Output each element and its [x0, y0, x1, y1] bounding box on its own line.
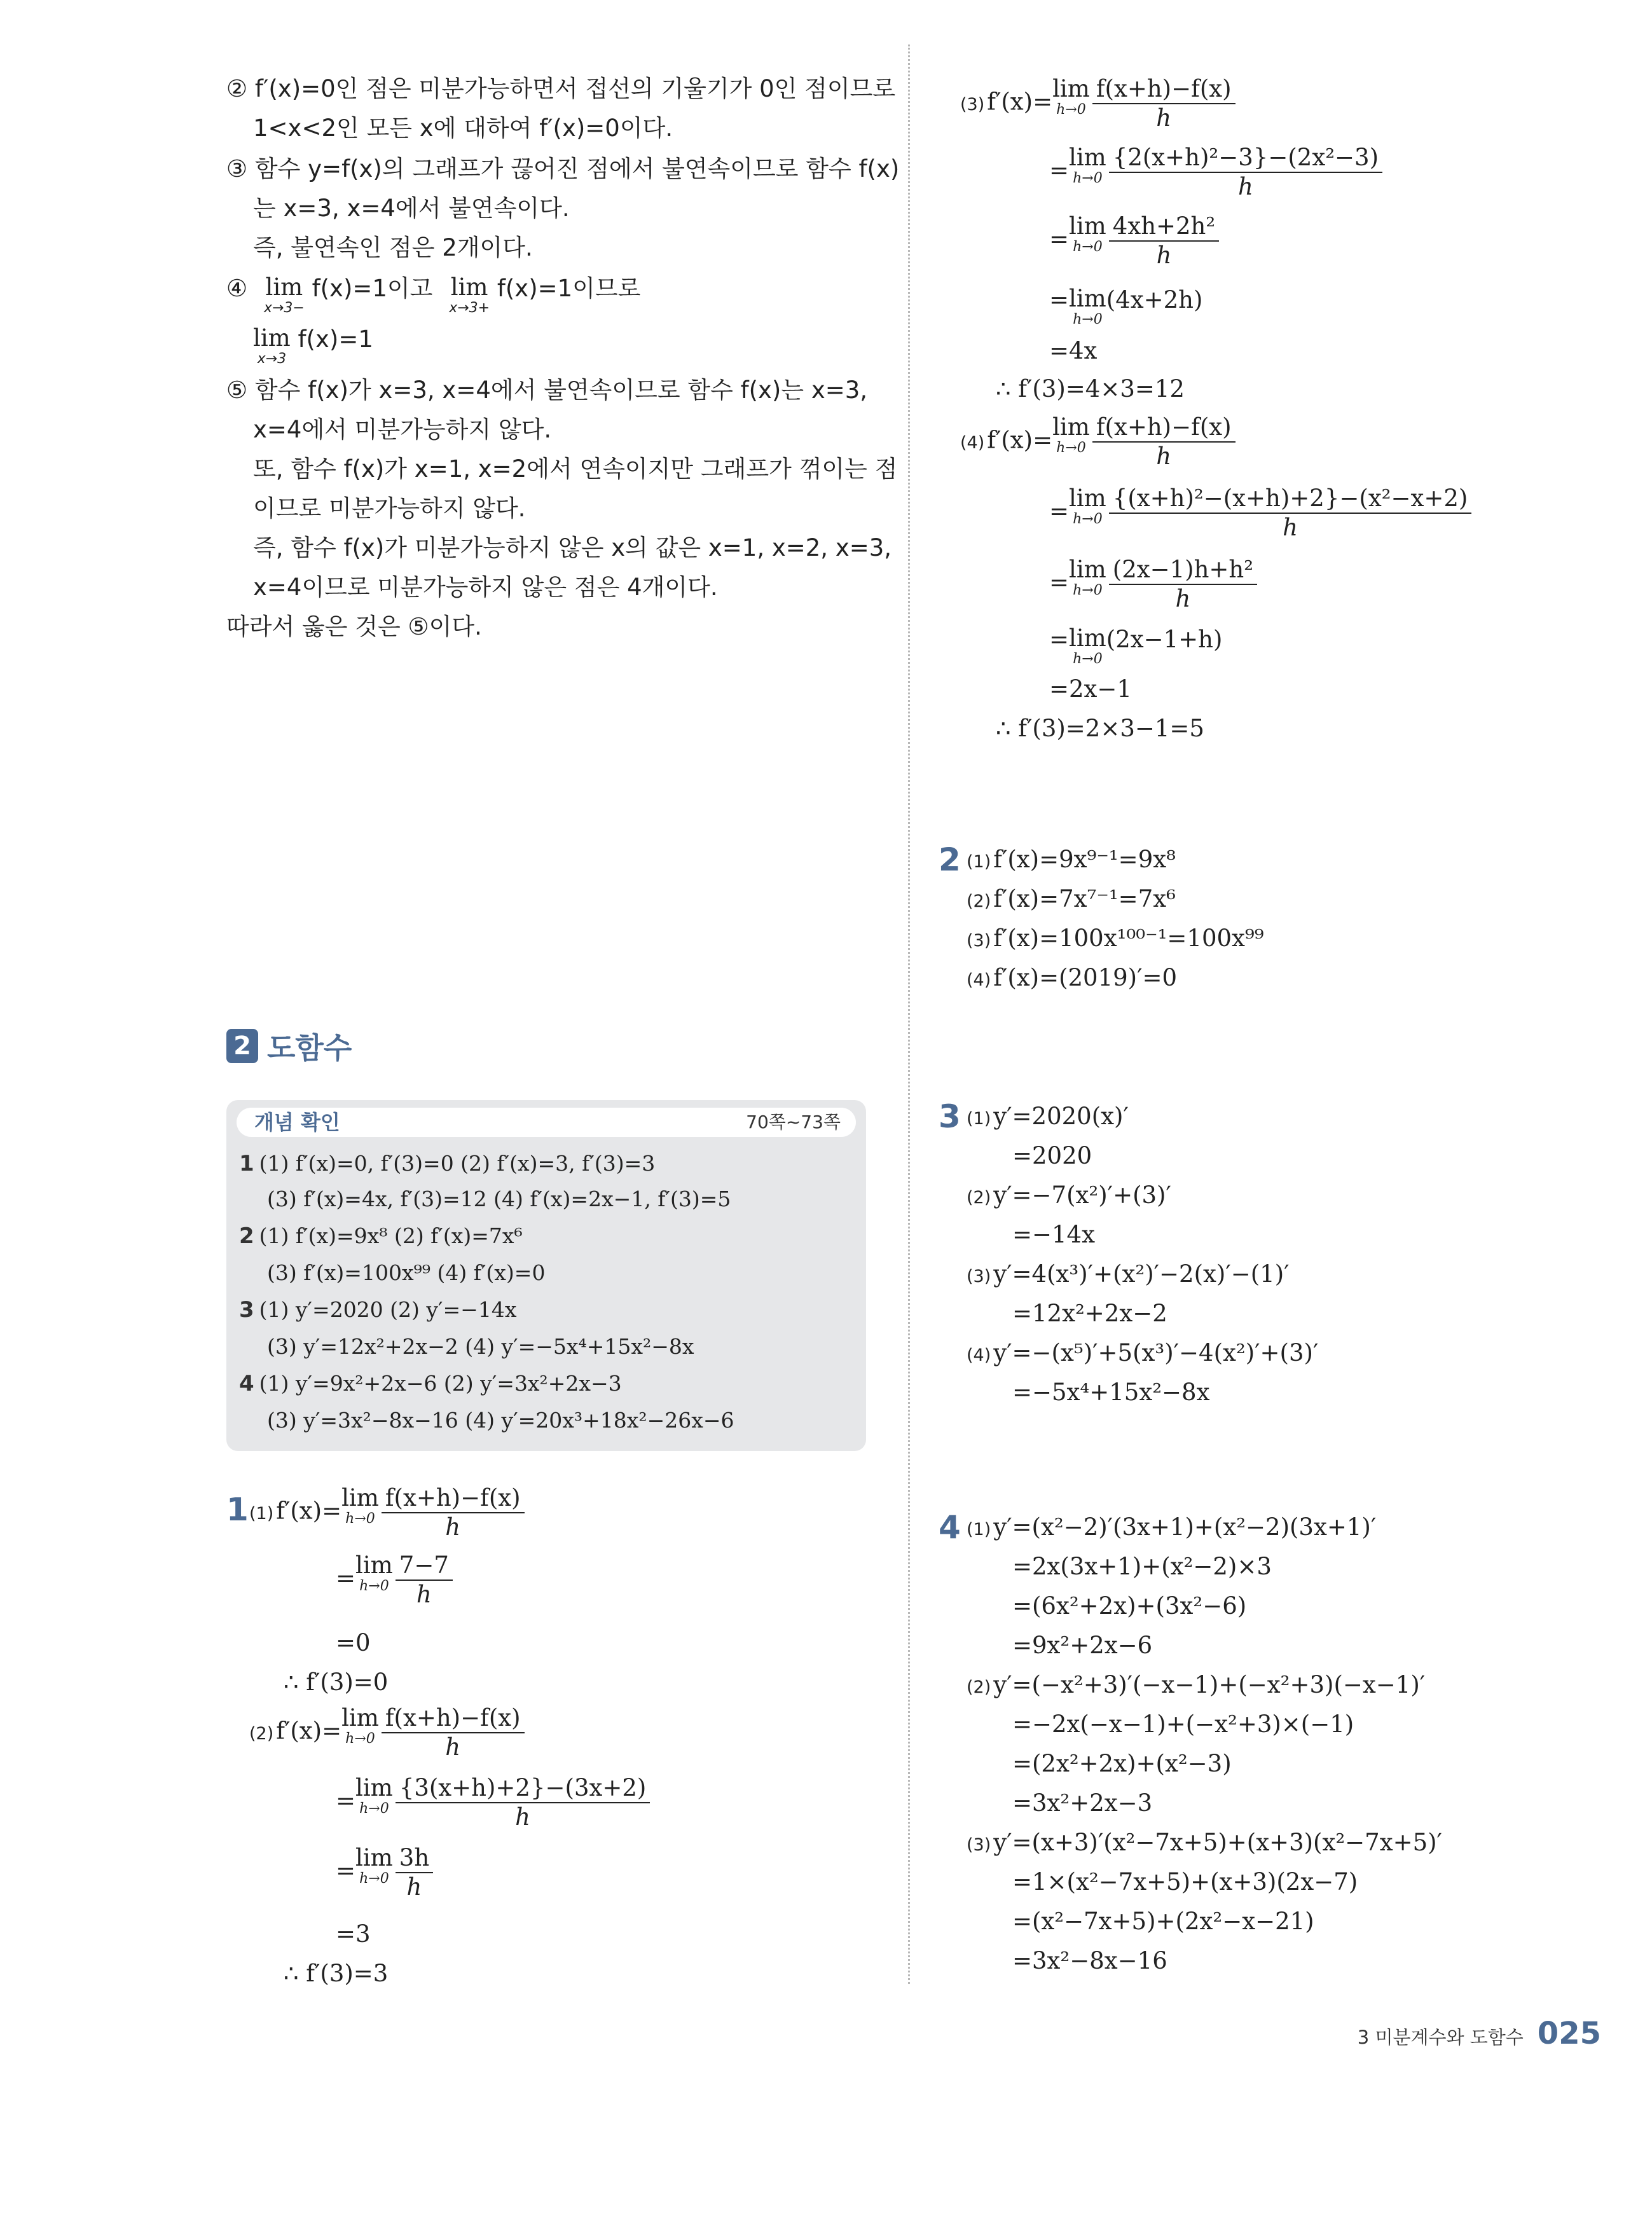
q4-row: =−2x(−x−1)+(−x²+3)×(−1): [1012, 1710, 1354, 1738]
section-header: [226, 1024, 352, 1068]
q3-row: (4) y′=−(x⁵)′+5(x³)′−4(x²)′+(3)′: [967, 1339, 1319, 1366]
item-5-line-2: x=4에서 미분가능하지 않다.: [253, 416, 552, 443]
limit-x-to-3-minus: lim x→3−: [263, 273, 305, 316]
item-5-line-1: ⑤ 함수 f(x)가 x=3, x=4에서 불연속이므로 함수 f(x)는 x=3,: [226, 376, 868, 404]
item-3-line-2: 는 x=3, x=4에서 불연속이다.: [253, 195, 570, 222]
item-3-line-1: ③ 함수 y=f(x)의 그래프가 끊어진 점에서 불연속이므로 함수 f(x): [226, 155, 900, 182]
q1-4-row-5: =2x−1: [1049, 675, 1132, 703]
concept-box-title: 개념 확인: [254, 1110, 340, 1134]
q4-row: =(x²−7x+5)+(2x²−x−21): [1012, 1908, 1314, 1935]
q1-2-row-2: = lim h→0 $\frac{\{3(x+h)+2\}-(3x+2)}{h}$: [336, 1774, 650, 1831]
item-4-part-1: f(x)=1이고: [312, 275, 433, 302]
q4-row: (1) y′=(x²−2)′(3x+1)+(x²−2)(3x+1)′: [967, 1513, 1377, 1541]
q4-row: =9x²+2x−6: [1012, 1632, 1153, 1659]
q1-3-row-4: = lim h→0 (4x+2h): [1049, 285, 1203, 327]
q2-row: (4) f′(x)=(2019)′=0: [967, 964, 1178, 991]
concept-row: (3) f′(x)=100x⁹⁹ (4) f′(x)=0: [267, 1260, 546, 1285]
item-4-line-1: [226, 273, 640, 315]
q1-1-conclusion: ∴ f′(3)=0: [284, 1669, 389, 1696]
question-3-number: 3: [939, 1098, 961, 1135]
q3-row: =−5x⁴+15x²−8x: [1012, 1379, 1210, 1406]
q3-row: (2) y′=−7(x²)′+(3)′: [967, 1181, 1171, 1209]
q2-row: (1) f′(x)=9x⁹⁻¹=9x⁸: [967, 846, 1176, 873]
item-4-part-2: f(x)=1이므로: [497, 275, 641, 302]
concept-row: (3) y′=12x²+2x−2 (4) y′=−5x⁴+15x²−8x: [267, 1334, 694, 1359]
q1-2-conclusion: ∴ f′(3)=3: [284, 1960, 389, 1987]
q1-3-row-5: =4x: [1049, 337, 1098, 364]
concept-box-pages: 70쪽~73쪽: [746, 1112, 841, 1132]
question-4-number: 4: [939, 1509, 961, 1546]
q1-2-row-1: (2) f′(x)= lim h→0 $\frac{f(x+h)-f(x)}{h}$: [249, 1704, 525, 1761]
question-1-number: 1: [226, 1491, 249, 1528]
q1-4-row-3: = lim h→0 $\frac{\text{(2x−1)h+h²}}{h}$: [1049, 556, 1257, 613]
item-2-line-1: ② f′(x)=0인 점은 미분가능하면서 접선의 기울기가 0인 점이므로: [226, 75, 896, 102]
q1-1-row-3: =0: [336, 1629, 371, 1656]
concept-row: 4 (1) y′=9x²+2x−6 (2) y′=3x²+2x−3: [239, 1371, 622, 1396]
q4-row: =1×(x²−7x+5)+(x+3)(2x−7): [1012, 1868, 1358, 1896]
concept-box-header: [237, 1108, 856, 1137]
q1-2-row-4: =3: [336, 1920, 371, 1948]
concept-row: (3) f′(x)=4x, f′(3)=12 (4) f′(x)=2x−1, f′(3)=5: [267, 1187, 731, 1211]
q1-4-row-1: (4) f′(x)= lim h→0 $\frac{f(x+h)-f(x)}{h}$: [960, 413, 1236, 471]
q2-row: (3) f′(x)=100x¹⁰⁰⁻¹=100x⁹⁹: [967, 925, 1264, 952]
q1-1-row-1: (1) f′(x)= lim h→0 $\frac{f(x+h)-f(x)}{h}$: [249, 1484, 525, 1541]
page-number: 025: [1537, 2016, 1601, 2051]
item-4-part-3: f(x)=1: [298, 326, 373, 353]
q3-row: (1) y′=2020(x)′: [967, 1103, 1129, 1130]
q4-row: (3) y′=(x+3)′(x²−7x+5)+(x+3)(x²−7x+5)′: [967, 1829, 1442, 1856]
section-number-badge: 2: [226, 1029, 258, 1063]
q1-2-row-3: = lim h→0 $\frac{3h}{h}$: [336, 1844, 433, 1901]
item-5-line-5: 즉, 함수 f(x)가 미분가능하지 않은 x의 값은 x=1, x=2, x=3,: [253, 534, 892, 561]
q2-row: (2) f′(x)=7x⁷⁻¹=7x⁶: [967, 885, 1176, 912]
item-4-marker: ④: [226, 275, 248, 302]
conclusion: 따라서 옳은 것은 ⑤이다.: [226, 613, 482, 640]
q1-4-row-4: = lim h→0 (2x−1+h): [1049, 624, 1223, 667]
item-5-line-3: 또, 함수 f(x)가 x=1, x=2에서 연속이지만 그래프가 꺾이는 점: [253, 455, 898, 483]
q1-4-row-2: = lim h→0 $\frac{\text{\{(x+h)²−(x+h)+2\}−(x²−x+2)}}{h}$: [1049, 485, 1471, 542]
limit-x-to-3: lim x→3: [253, 324, 291, 367]
concept-check-box: [226, 1100, 866, 1451]
concept-row: (3) y′=3x²−8x−16 (4) y′=20x³+18x²−26x−6: [267, 1408, 734, 1433]
concept-row: 1 (1) f′(x)=0, f′(3)=0 (2) f′(x)=3, f′(3)=3: [239, 1151, 656, 1176]
q4-row: =3x²+2x−3: [1012, 1789, 1153, 1817]
page-footer: [1358, 2016, 1601, 2051]
item-2-line-2: 1<x<2인 모든 x에 대하여 f′(x)=0이다.: [253, 114, 673, 142]
q1-3-row-2: = lim h→0 $\frac{\text{\{2(x+h)²−3\}−(2x²−3)}}{h}$: [1049, 144, 1382, 201]
item-3-line-3: 즉, 불연속인 점은 2개이다.: [253, 234, 533, 261]
chapter-title: 3 미분계수와 도함수: [1357, 2027, 1524, 2048]
item-4-line-2: [253, 324, 373, 366]
q4-row: =3x²−8x−16: [1012, 1947, 1167, 1974]
item-5-line-4: 이므로 미분가능하지 않다.: [253, 495, 526, 522]
q1-4-conclusion: ∴ f′(3)=2×3−1=5: [996, 715, 1204, 742]
q3-row: (3) y′=4(x³)′+(x²)′−2(x)′−(1)′: [967, 1260, 1290, 1288]
q4-row: =(6x²+2x)+(3x²−6): [1012, 1592, 1247, 1620]
q3-row: =2020: [1012, 1142, 1092, 1169]
q1-1-row-2: = lim h→0 $\frac{7-7}{h}$: [336, 1552, 453, 1609]
q3-row: =12x²+2x−2: [1012, 1300, 1167, 1327]
q4-row: =(2x²+2x)+(x²−3): [1012, 1750, 1232, 1777]
q1-3-conclusion: ∴ f′(3)=4×3=12: [996, 375, 1185, 403]
concept-row: 3 (1) y′=2020 (2) y′=−14x: [239, 1297, 517, 1323]
q3-row: =−14x: [1012, 1221, 1095, 1248]
q4-row: =2x(3x+1)+(x²−2)×3: [1012, 1553, 1272, 1580]
column-divider: [908, 45, 910, 1984]
limit-x-to-3-plus: lim x→3+: [449, 273, 490, 316]
question-2-number: 2: [939, 841, 961, 878]
q4-row: (2) y′=(−x²+3)′(−x−1)+(−x²+3)(−x−1)′: [967, 1671, 1426, 1698]
section-title: 도함수: [267, 1031, 352, 1065]
q1-3-row-1: (3) f′(x)= lim h→0 $\frac{f(x+h)-f(x)}{h}$: [960, 75, 1236, 132]
q1-3-row-3: = lim h→0 $\frac{\text{4xh+2h²}}{h}$: [1049, 212, 1219, 270]
item-5-line-6: x=4이므로 미분가능하지 않은 점은 4개이다.: [253, 574, 718, 601]
concept-row: 2 (1) f′(x)=9x⁸ (2) f′(x)=7x⁶: [239, 1223, 523, 1249]
